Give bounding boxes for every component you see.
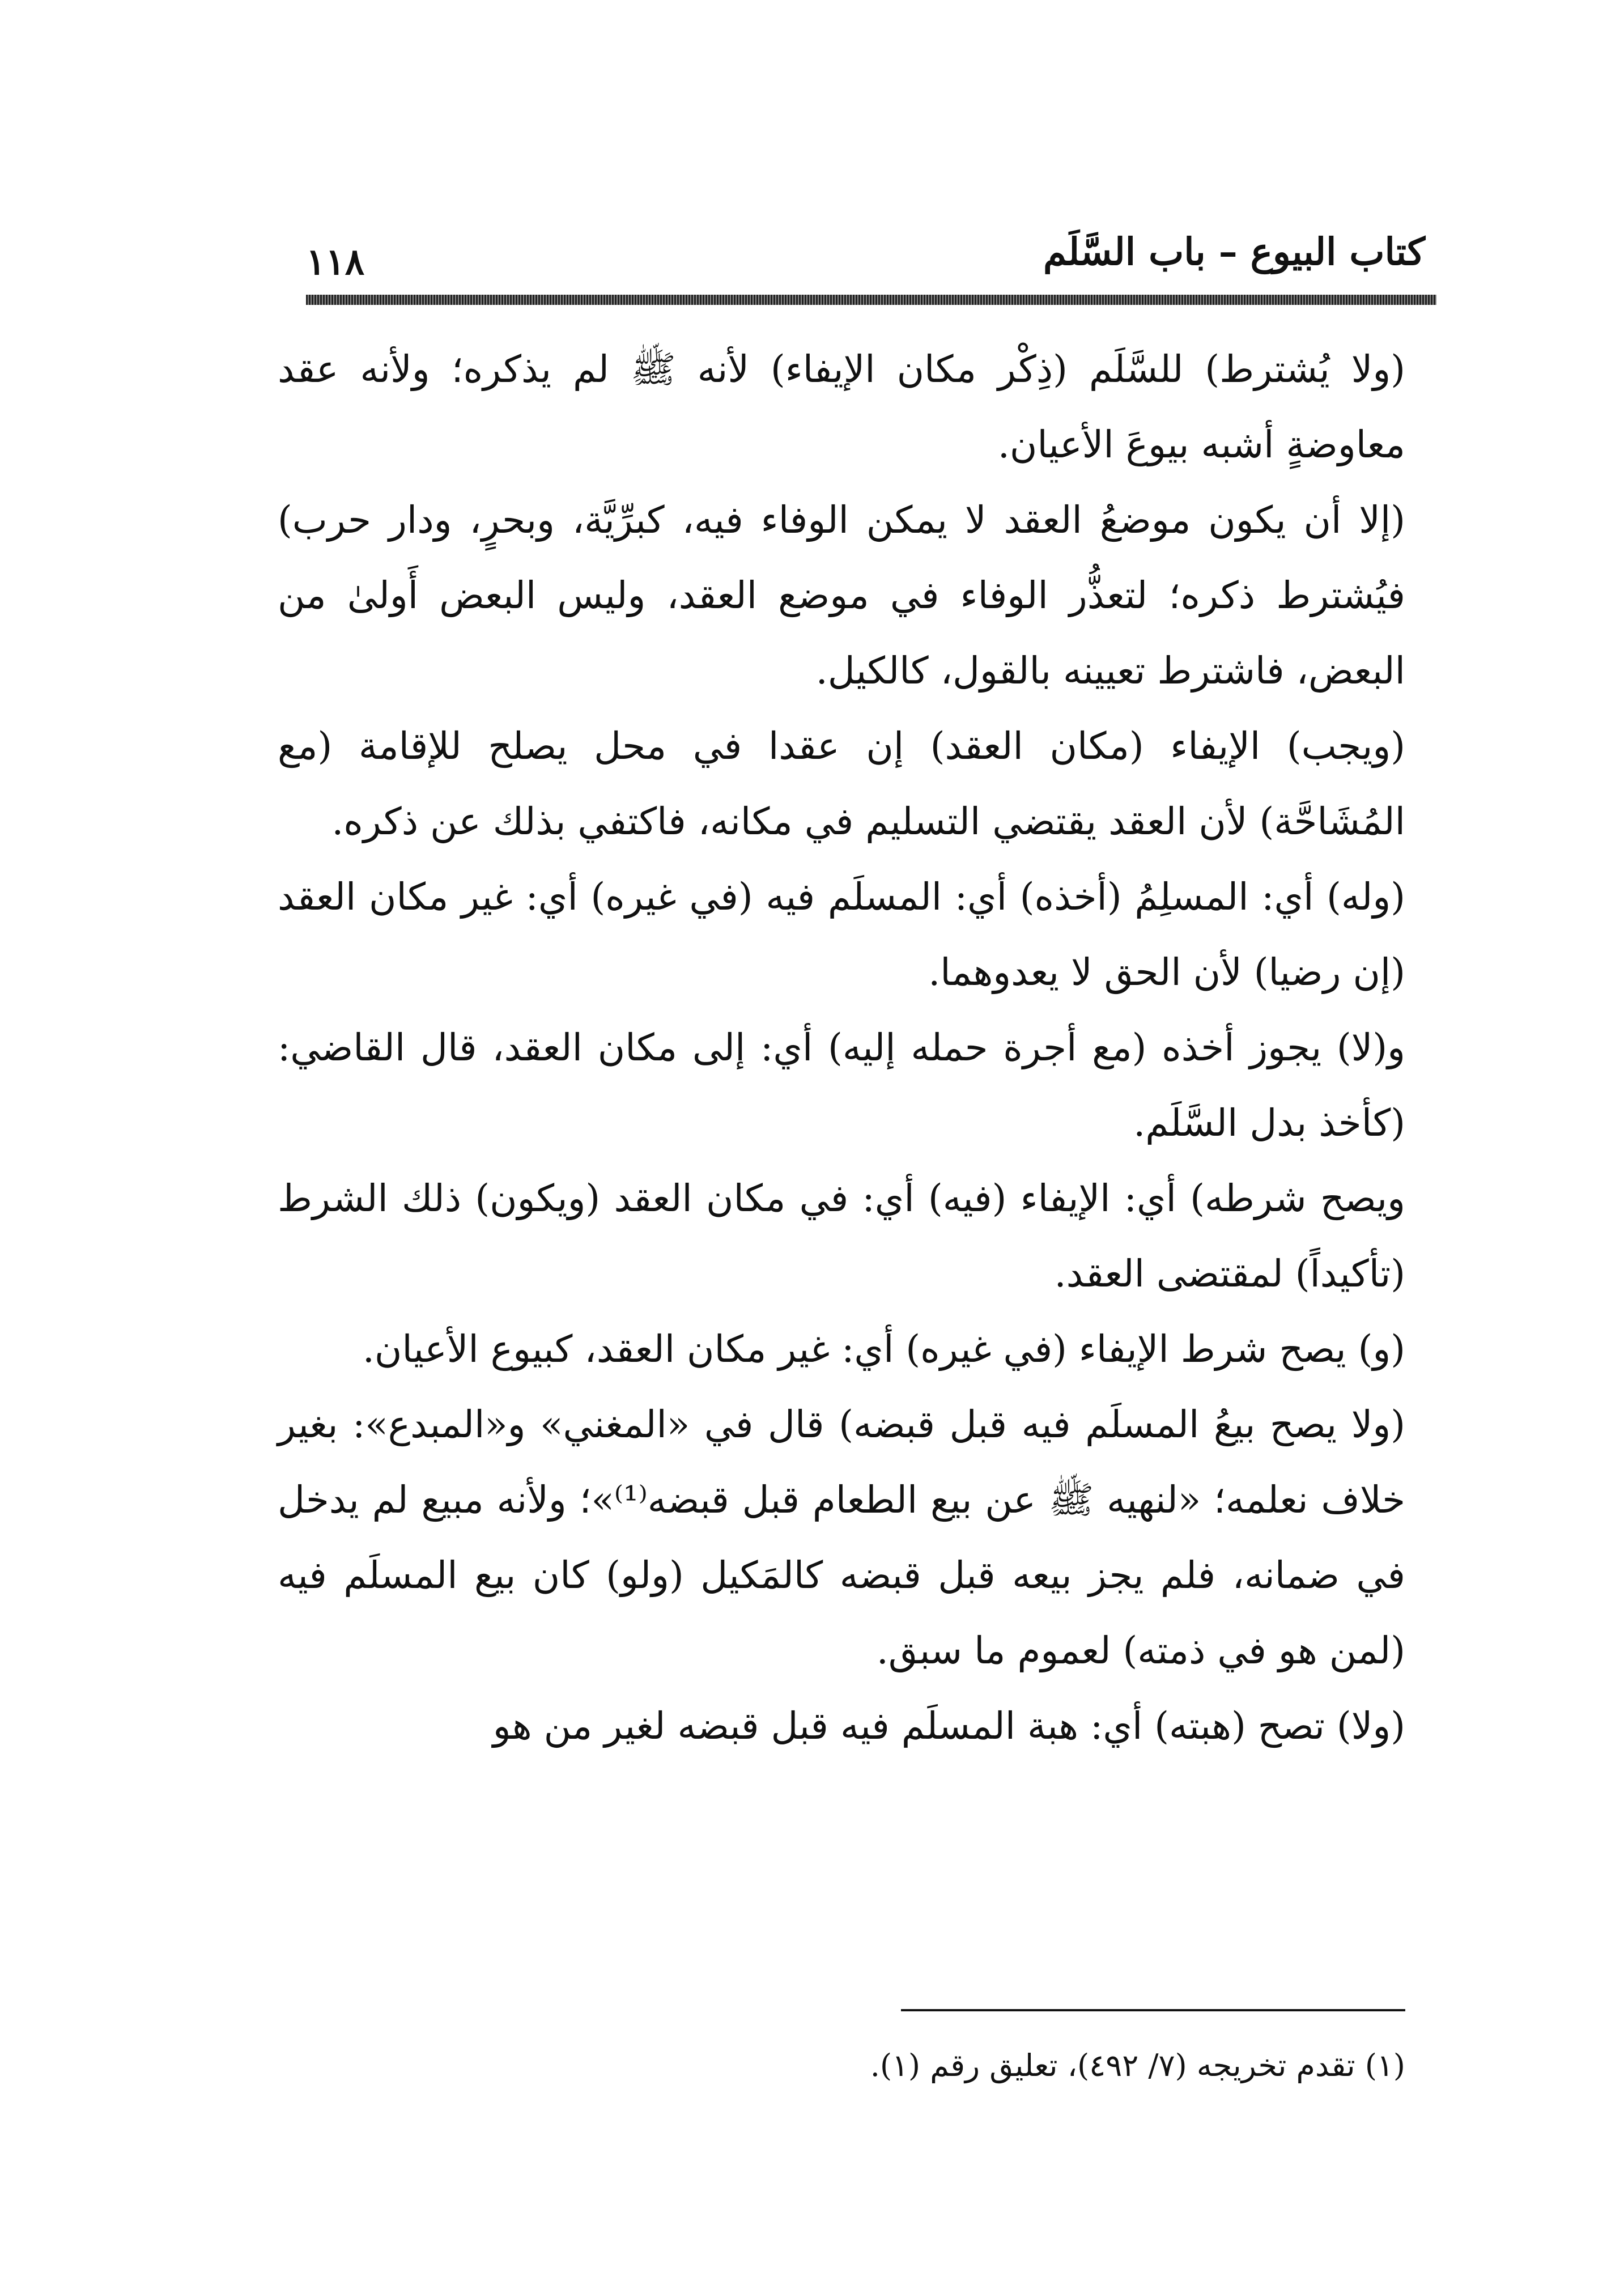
paragraph: (ويجب) الإيفاء (مكان العقد) إن عقدا في محل يصلح للإقامة (مع المُشَاحَّة) لأن العقد يقتضي التسليم في مكانه، فاكتفي بذلك عن ذكره. — [278, 724, 1405, 843]
paragraph: و(لا) يجوز أخذه (مع أجرة حمله إليه) أي: إلى مكان العقد، قال القاضي: (كأخذ بدل السَّلَم. — [278, 1026, 1405, 1145]
paragraph: (ولا يصح بيعُ المسلَم فيه قبل قبضه) قال في «المغني» و«المبدع»: بغير خلاف نعلمه؛ «لنهيه ﷺ عن بيع الطعام قبل قبضه⁽¹⁾»؛ ولأنه مبيع لم يدخل في ضمانه، فلم يجز بيعه قبل قبضه كالمَكيل (ولو) كان بيع المسلَم فيه (لمن هو في ذمته) لعموم ما سبق. — [278, 1403, 1405, 1672]
paragraph: (إلا أن يكون موضعُ العقد لا يمكن الوفاء فيه، كبرِّيَّة، وبحرٍ، ودار حرب) فيُشترط ذكره؛ لتعذُّر الوفاء في موضع العقد، وليس البعض أَولىٰ من البعض، فاشترط تعيينه بالقول، كالكيل. — [278, 498, 1405, 693]
paragraph: (و) يصح شرط الإيفاء (في غيره) أي: غير مكان العقد، كبيوع الأعيان. — [362, 1327, 1405, 1371]
paragraph: ويصح شرطه) أي: الإيفاء (فيه) أي: في مكان العقد (ويكون) ذلك الشرط (تأكيداً) لمقتضى العقد. — [278, 1177, 1405, 1296]
paragraph: (ولا يُشترط) للسَّلَم (ذِكْر مكان الإيفاء) لأنه ﷺ لم يذكره؛ ولأنه عقد معاوضةٍ أشبه بيوعَ الأعيان. — [278, 347, 1405, 466]
footnote-divider — [901, 2009, 1405, 2011]
footnote: (١) تقدم تخريجه (٧/ ٤٩٢)، تعليق رقم (١). — [870, 2048, 1405, 2083]
main-text — [278, 332, 1405, 1764]
paragraph: (وله) أي: المسلِمُ (أخذه) أي: المسلَم فيه (في غيره) أي: غير مكان العقد (إن رضيا) لأن الحق لا يعدوهما. — [278, 875, 1405, 994]
header-rule — [306, 295, 1436, 305]
page-header — [306, 230, 1436, 298]
paragraph: (ولا) تصح (هبته) أي: هبة المسلَم فيه قبل قبضه لغير من هو — [492, 1704, 1405, 1748]
running-title: كتاب البيوع – باب السَّلَم — [1043, 230, 1425, 274]
page-number: ١١٨ — [306, 241, 365, 283]
